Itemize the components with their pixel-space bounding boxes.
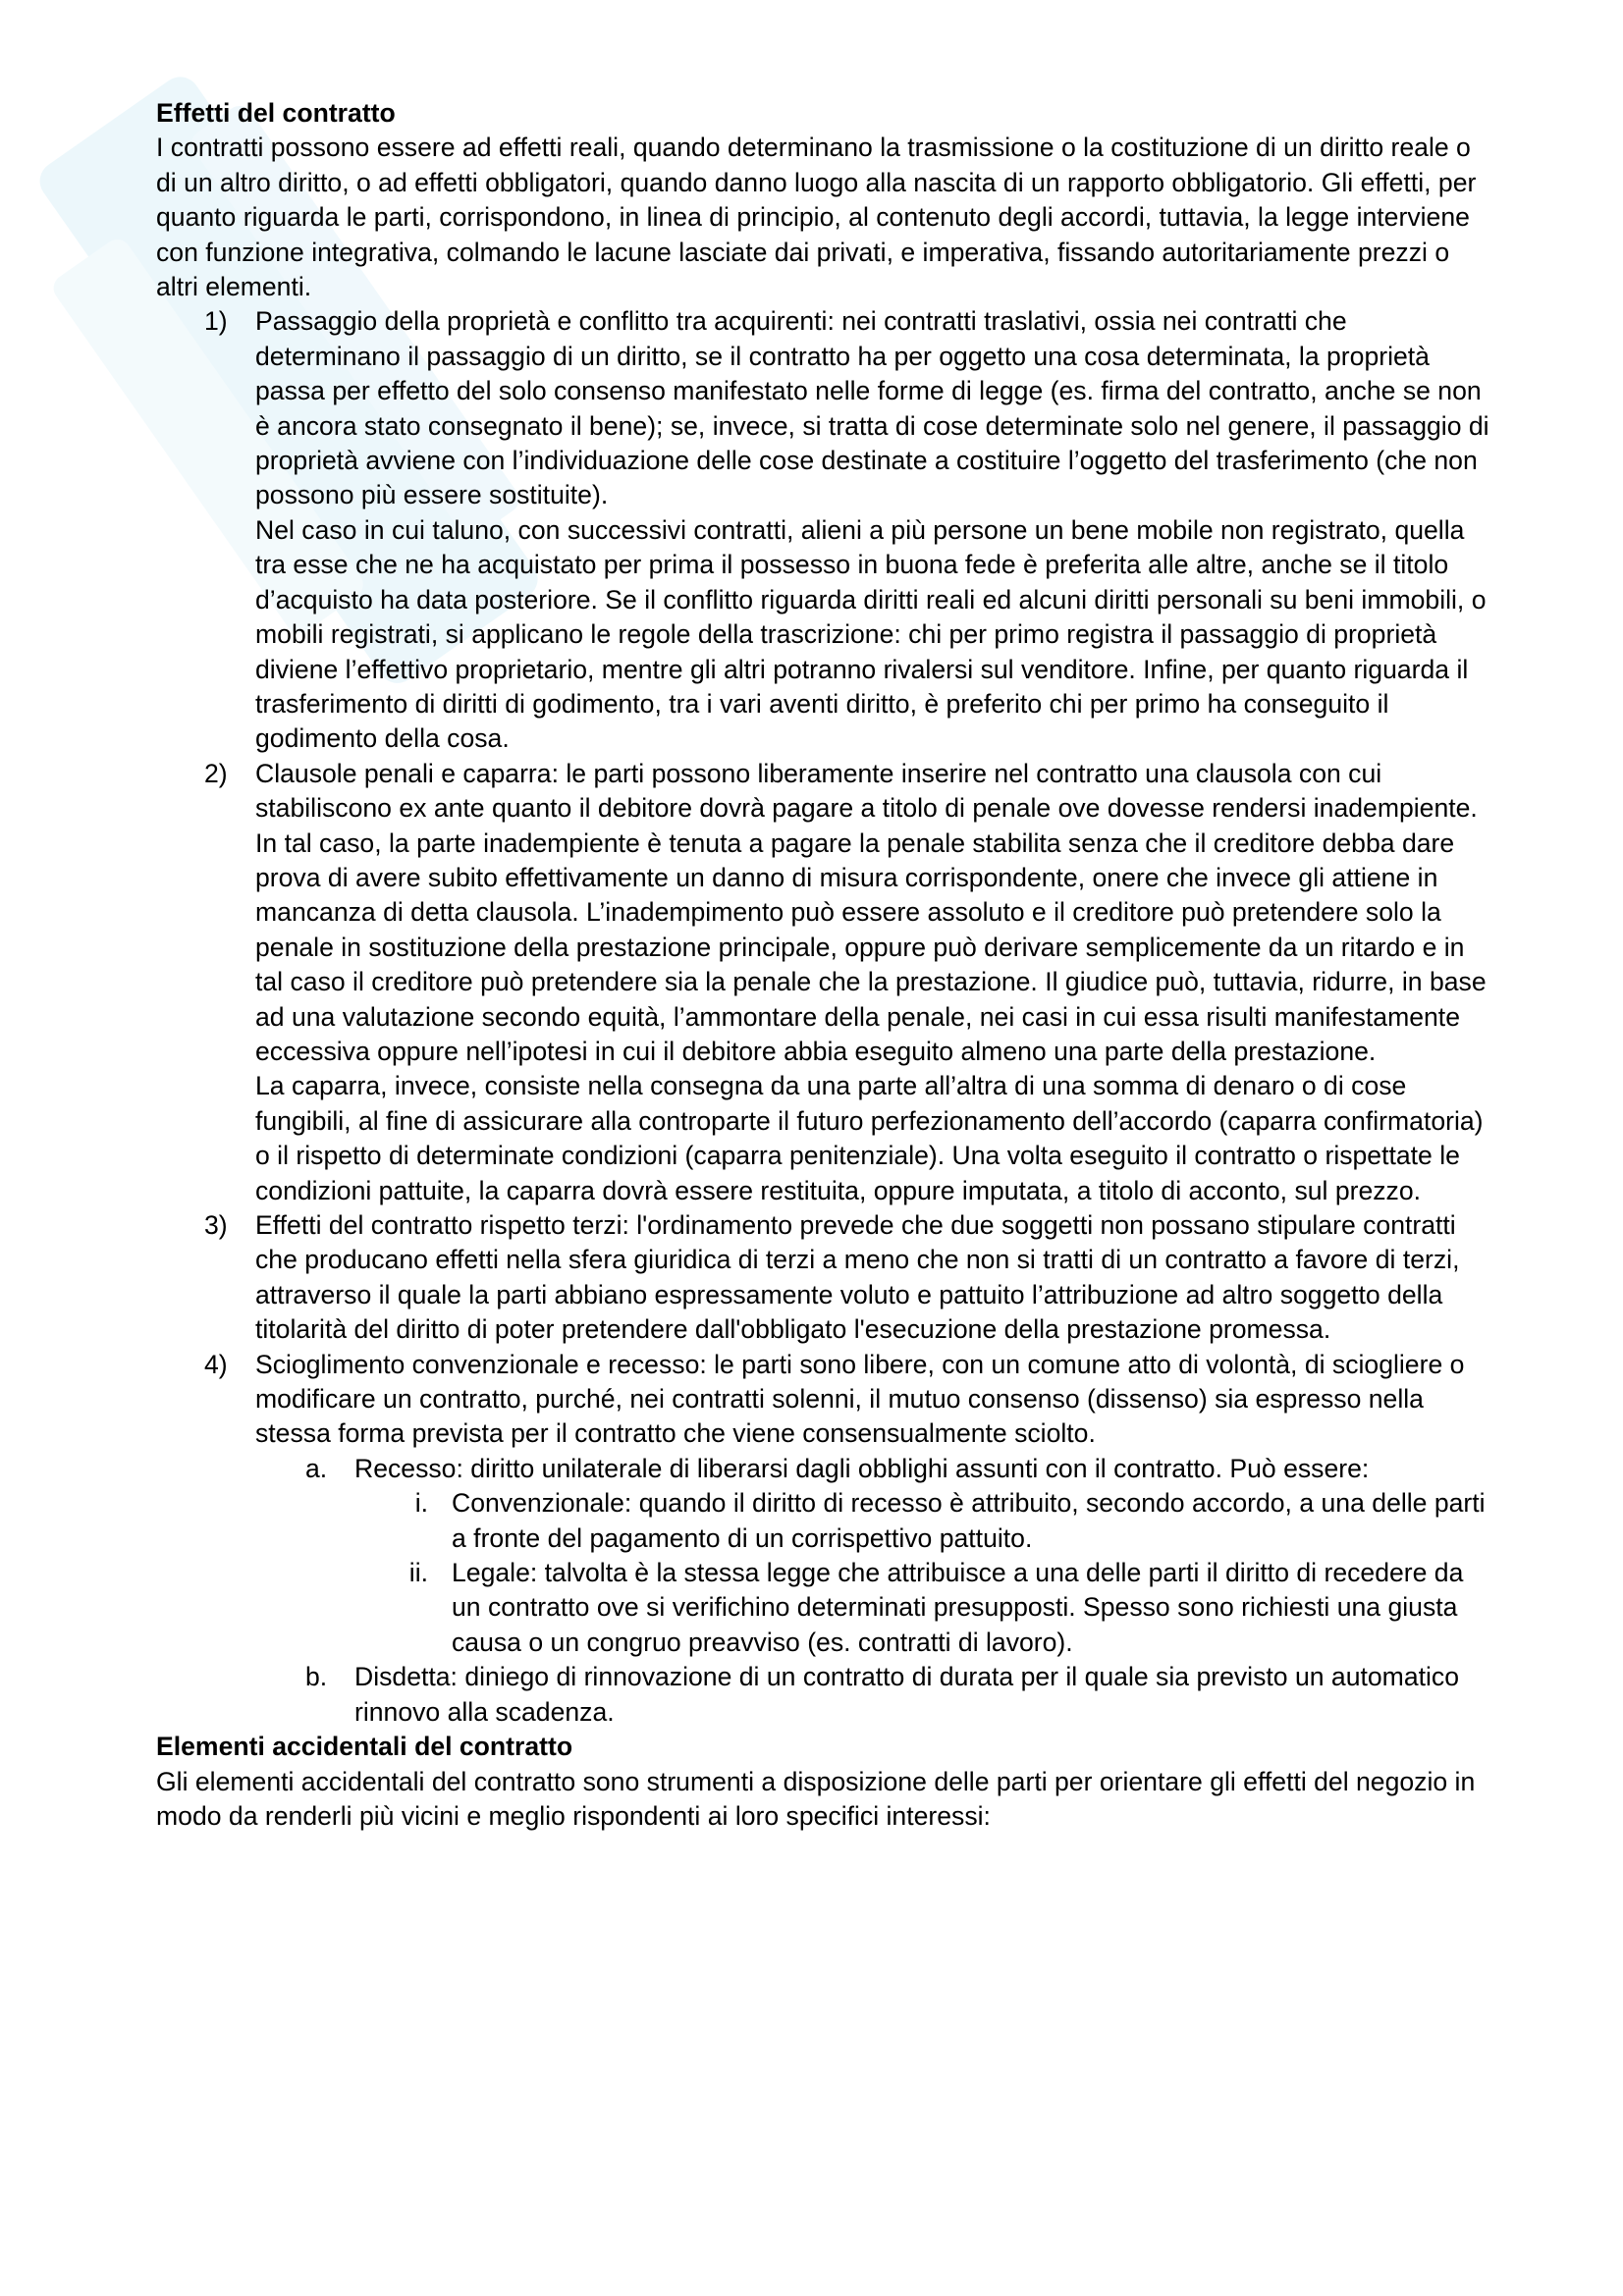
list-item <box>255 757 1491 1208</box>
list-item-text: Nel caso in cui taluno, con successivi contratti, alieni a più persone un bene mobile non registrato, quella tra esse che ne ha acquistato per prima il possesso in buona fede è preferita alle altre, anche se il titolo d’acquisto ha data posteriore. Se il conflitto riguarda diritti reali ed alcuni diritti personali su beni immobili, o mobili registrati, si applicano le regole della trascrizione: chi per primo registra il passaggio di proprietà diviene l’effettivo proprietario, mentre gli altri potranno rivalersi sul venditore. Infine, per quanto riguarda il trasferimento di diritti di godimento, tra i vari aventi diritto, è preferito chi per primo ha conseguito il godimento della cosa. <box>255 514 1487 754</box>
sub-sub-list-item <box>414 1486 1491 1556</box>
sub-list-item-text: Disdetta: diniego di rinnovazione di un contratto di durata per il quale sia previsto un automatico rinnovo alla scadenza. <box>354 1662 1460 1727</box>
sub-sub-list-item <box>408 1556 1491 1660</box>
sub-sub-list-item-text: Legale: talvolta è la stessa legge che attribuisce a una delle parti il diritto di recedere da un contratto ove si verifichino determinati presupposti. Spesso sono richiesti una giusta causa o un congruo preavviso (es. contratti di lavoro). <box>452 1558 1464 1657</box>
list-item-text: La caparra, invece, consiste nella consegna da una parte all’altra di una somma di denaro o di cose fungibili, al fine di assicurare alla controparte il futuro perfezionamento dell’accordo (caparra confirmatoria) o il rispetto di determinate condizioni (caparra penitenziale). Una volta eseguito il contratto o rispettate le condizioni pattuite, la caparra dovrà essere restituita, oppure imputata, a titolo di acconto, sul prezzo. <box>255 1071 1484 1205</box>
section-heading-effetti: Effetti del contratto <box>156 98 396 128</box>
sub-sub-list-item-text: Convenzionale: quando il diritto di recesso è attribuito, secondo accordo, a una delle parti a fronte del pagamento di un corrispettivo pattuito. <box>452 1488 1486 1553</box>
list-item <box>255 1348 1491 1730</box>
list-item <box>255 304 1491 756</box>
numbered-list <box>156 304 1491 1730</box>
document-body <box>156 96 1491 1834</box>
section-heading-elementi: Elementi accidentali del contratto <box>156 1732 573 1762</box>
sub-list-item-text: Recesso: diritto unilaterale di liberarsi dagli obblighi assunti con il contratto. Può essere: <box>354 1453 1370 1483</box>
list-item-text: Clausole penali e caparra: le parti possono liberamente inserire nel contratto una clausola con cui stabiliscono ex ante quanto il debitore dovrà pagare a titolo di penale ove dovesse rendersi inadempiente. In tal caso, la parte inadempiente è tenuta a pagare la penale stabilita senza che il creditore debba dare prova di avere subito effettivamente un danno di misura corrispondente, onere che invece gli attiene in mancanza di detta clausola. L’inadempimento può essere assoluto e il creditore può pretendere solo la penale in sostituzione della prestazione principale, oppure può derivare semplicemente da un ritardo e in tal caso il creditore può pretendere sia la penale che la prestazione. Il giudice può, tuttavia, ridurre, in base ad una valutazione secondo equità, l’ammontare della penale, nei casi in cui essa risulti manifestamente eccessiva oppure nell’ipotesi in cui il debitore abbia eseguito almeno una parte della prestazione. <box>255 758 1487 1066</box>
roman-list <box>354 1486 1491 1660</box>
list-item <box>255 1208 1491 1348</box>
list-item-text: Scioglimento convenzionale e recesso: le parti sono libere, con un comune atto di volontà, di sciogliere o modificare un contratto, purché, nei contratti solenni, il mutuo consenso (dissenso) sia espresso nella stessa forma prevista per il contratto che viene consensualmente sciolto. <box>255 1349 1465 1449</box>
list-item-text: Passaggio della proprietà e conflitto tra acquirenti: nei contratti traslativi, ossia nei contratti che determinano il passaggio di un diritto, se il contratto ha per oggetto una cosa determinata, la proprietà passa per effetto del solo consenso manifestato nelle forme di legge (es. firma del contratto, anche se non è ancora stato consegnato il bene); se, invece, si tratta di cose determinate solo nel genere, il passaggio di proprietà avviene con l’individuazione delle cose destinate a costituire l’oggetto del trasferimento (che non possono più essere sostituite). <box>255 306 1489 510</box>
list-marker: ii. <box>408 1558 428 1588</box>
lettered-list <box>255 1452 1491 1730</box>
intro-paragraph: I contratti possono essere ad effetti reali, quando determinano la trasmissione o la costituzione di un diritto reale o di un altro diritto, o ad effetti obbligatori, quando danno luogo alla nascita di un rapporto obbligatorio. Gli effetti, per quanto riguarda le parti, corrispondono, in linea di principio, al contenuto degli accordi, tuttavia, la legge interviene con funzione integrativa, colmando le lacune lasciate dai privati, e imperativa, fissando autoritariamente prezzi o altri elementi. <box>156 133 1477 302</box>
list-item-text: Effetti del contratto rispetto terzi: l'ordinamento prevede che due soggetti non possano stipulare contratti che producano effetti nella sfera giuridica di terzi a meno che non si tratti di un contratto a favore di terzi, attraverso il quale la parti abbiano espressamente voluto e pattuito l’attribuzione ad altro soggetto della titolarità del diritto di poter pretendere dall'obbligato l'esecuzione della prestazione promessa. <box>255 1210 1460 1345</box>
list-marker: b. <box>305 1662 328 1692</box>
list-marker: i. <box>414 1488 428 1519</box>
sub-list-item <box>305 1452 1491 1660</box>
section2-paragraph: Gli elementi accidentali del contratto sono strumenti a disposizione delle parti per orientare gli effetti del negozio in modo da renderli più vicini e meglio rispondenti ai loro specifici interessi: <box>156 1766 1476 1831</box>
list-marker: a. <box>305 1453 328 1483</box>
sub-list-item <box>305 1660 1491 1730</box>
